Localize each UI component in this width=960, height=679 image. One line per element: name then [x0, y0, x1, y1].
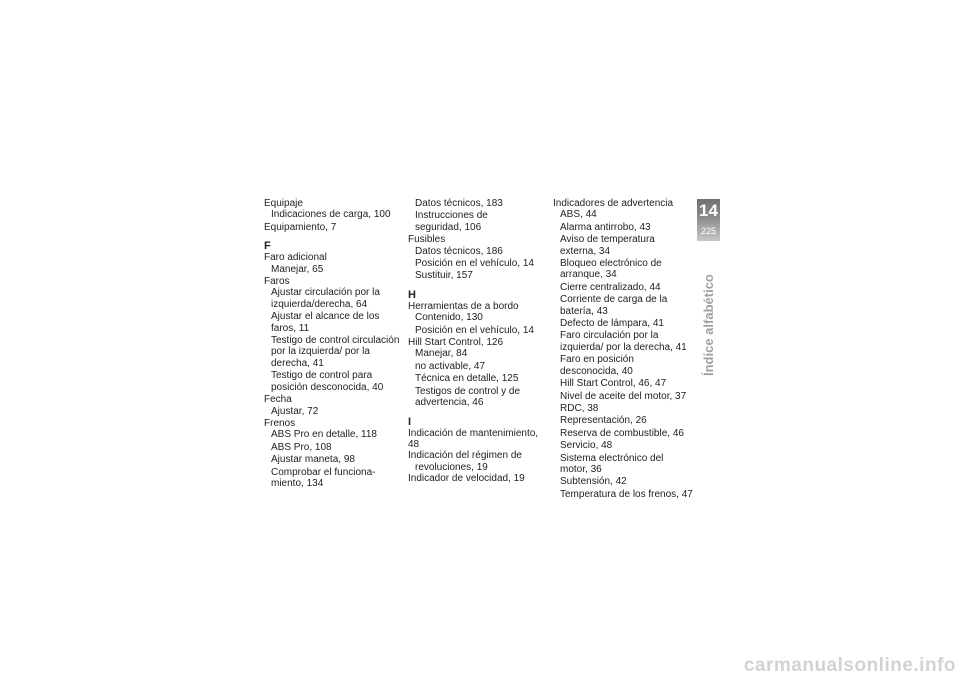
index-entry: [264, 198, 404, 221]
entry-sub-line: Ajustar circulación por la: [271, 287, 380, 299]
chapter-number: 14: [699, 201, 718, 220]
entry-term: Hill Start Control, 126: [408, 337, 504, 349]
entry-sub: Ajustar maneta, 98: [271, 454, 355, 466]
entry-sub: Datos técnicos, 186: [415, 245, 503, 257]
entry-sub: Ajustar, 72: [271, 405, 319, 417]
entry-sub-line: desconocida, 40: [560, 365, 633, 377]
entry-sub: RDC, 38: [560, 402, 599, 414]
entry-sub: ABS Pro en detalle, 118: [271, 429, 377, 441]
entry-sub-line: posición desconocida, 40: [271, 381, 384, 393]
entry-term: Equipaje: [264, 198, 303, 209]
entry-sub-line: Faro circulación por la: [560, 330, 659, 342]
entry-sub: Datos técnicos, 183: [415, 198, 503, 209]
entry-sub: [271, 287, 404, 310]
entry-term: Indicador de velocidad, 19: [408, 473, 525, 485]
entry-sub: Manejar, 65: [271, 263, 324, 275]
entry-term: Indicadores de advertencia: [553, 198, 674, 209]
entry-sub: ABS, 44: [560, 209, 597, 221]
entry-sub: Cierre centralizado, 44: [560, 281, 661, 293]
entry-sub: Defecto de lámpara, 41: [560, 318, 664, 330]
entry-sub: Servicio, 48: [560, 440, 613, 452]
entry-sub-line: Faro en posición: [560, 354, 634, 366]
entry-sub: [560, 453, 693, 476]
entry-sub-line: Sistema electrónico del: [560, 452, 664, 464]
entry-sub: Técnica en detalle, 125: [415, 373, 519, 385]
index-column-2: [408, 198, 548, 485]
entry-sub: [560, 330, 693, 353]
entry-sub: [415, 386, 548, 409]
entry-sub-line: Corriente de carga de la: [560, 294, 668, 306]
entry-sub: Alarma antirrobo, 43: [560, 221, 651, 233]
entry-term: Equipamiento, 7: [264, 221, 337, 233]
entry-sub-line: Comprobar el funciona-: [271, 466, 376, 478]
entry-sub: [415, 210, 548, 233]
entry-sub: [271, 467, 404, 490]
entry-sub: [271, 335, 404, 369]
entry-sub: Representación, 26: [560, 415, 647, 427]
entry-term: Faro adicional: [264, 252, 327, 264]
entry-sub: [560, 354, 693, 377]
watermark: carmanualsonline.info: [743, 655, 956, 676]
entry-term: Frenos: [264, 417, 296, 429]
entry-term-continuation: revoluciones, 19: [415, 461, 488, 473]
entry-sub-line: derecha, 41: [271, 357, 324, 369]
entry-sub: Reserva de combustible, 46: [560, 427, 684, 439]
entry-sub-line: faros, 11: [271, 322, 310, 334]
entry-term: Indicación de mantenimiento, 48: [408, 427, 539, 450]
entry-term: Herramientas de a bordo: [408, 300, 519, 312]
entry-sub-line: motor, 36: [560, 463, 602, 475]
entry-sub: [560, 258, 693, 281]
entry-sub: [271, 311, 404, 334]
entry-term: Fusibles: [408, 234, 446, 246]
entry-sub: Posición en el vehículo, 14: [415, 324, 534, 336]
entry-sub-line: batería, 43: [560, 305, 608, 317]
entry-sub-line: Testigos de control y de: [415, 385, 521, 397]
entry-sub: no activable, 47: [415, 360, 486, 372]
entry-sub: Indicaciones de carga, 100: [271, 209, 391, 221]
entry-sub: [560, 234, 693, 257]
entry-sub-line: Bloqueo electrónico de: [560, 258, 662, 270]
entry-sub-line: Testigo de control para: [271, 370, 373, 382]
index-column-1: [264, 198, 404, 490]
entry-sub: [271, 370, 404, 393]
entry-sub-line: Ajustar el alcance de los: [271, 311, 380, 323]
entry-sub: Nivel de aceite del motor, 37: [560, 390, 687, 402]
entry-sub: ABS Pro, 108: [271, 441, 332, 453]
entry-term: Indicación del régimen de: [408, 450, 522, 462]
page-number: 225: [700, 226, 717, 236]
index-letter-heading: H: [408, 288, 416, 301]
index-letter-heading: I: [408, 415, 412, 428]
section-side-label: Índice alfabético: [701, 274, 716, 376]
entry-sub: Sustituir, 157: [415, 270, 473, 282]
chapter-tab: [697, 199, 720, 241]
entry-sub: [560, 294, 693, 317]
index-letter-heading: F: [264, 240, 271, 253]
entry-sub-line: Instrucciones de: [415, 210, 488, 222]
entry-term: Faros: [264, 276, 290, 288]
entry-sub: Contenido, 130: [415, 312, 483, 324]
entry-sub-line: seguridad, 106: [415, 221, 482, 233]
entry-sub-line: advertencia, 46: [415, 397, 484, 409]
entry-sub-line: miento, 134: [271, 477, 324, 489]
entry-sub: Manejar, 84: [415, 348, 468, 360]
entry-sub: Posición en el vehículo, 14: [415, 258, 534, 270]
entry-sub-line: Aviso de temperatura: [560, 234, 655, 246]
index-column-3: [553, 198, 693, 501]
entry-sub-line: arranque, 34: [560, 269, 617, 281]
entry-sub-line: izquierda/ por la derecha, 41: [560, 341, 687, 353]
entry-sub: Temperatura de los frenos, 47: [560, 488, 693, 500]
entry-sub: Subtensión, 42: [560, 476, 627, 488]
entry-sub-line: externa, 34: [560, 245, 611, 257]
entry-term: Fecha: [264, 394, 292, 406]
entry-sub-line: Testigo de control circulación: [271, 335, 400, 347]
entry-sub: Hill Start Control, 46, 47: [560, 378, 667, 390]
entry-sub-line: izquierda/derecha, 64: [271, 298, 368, 310]
entry-sub-line: por la izquierda/ por la: [271, 346, 370, 358]
